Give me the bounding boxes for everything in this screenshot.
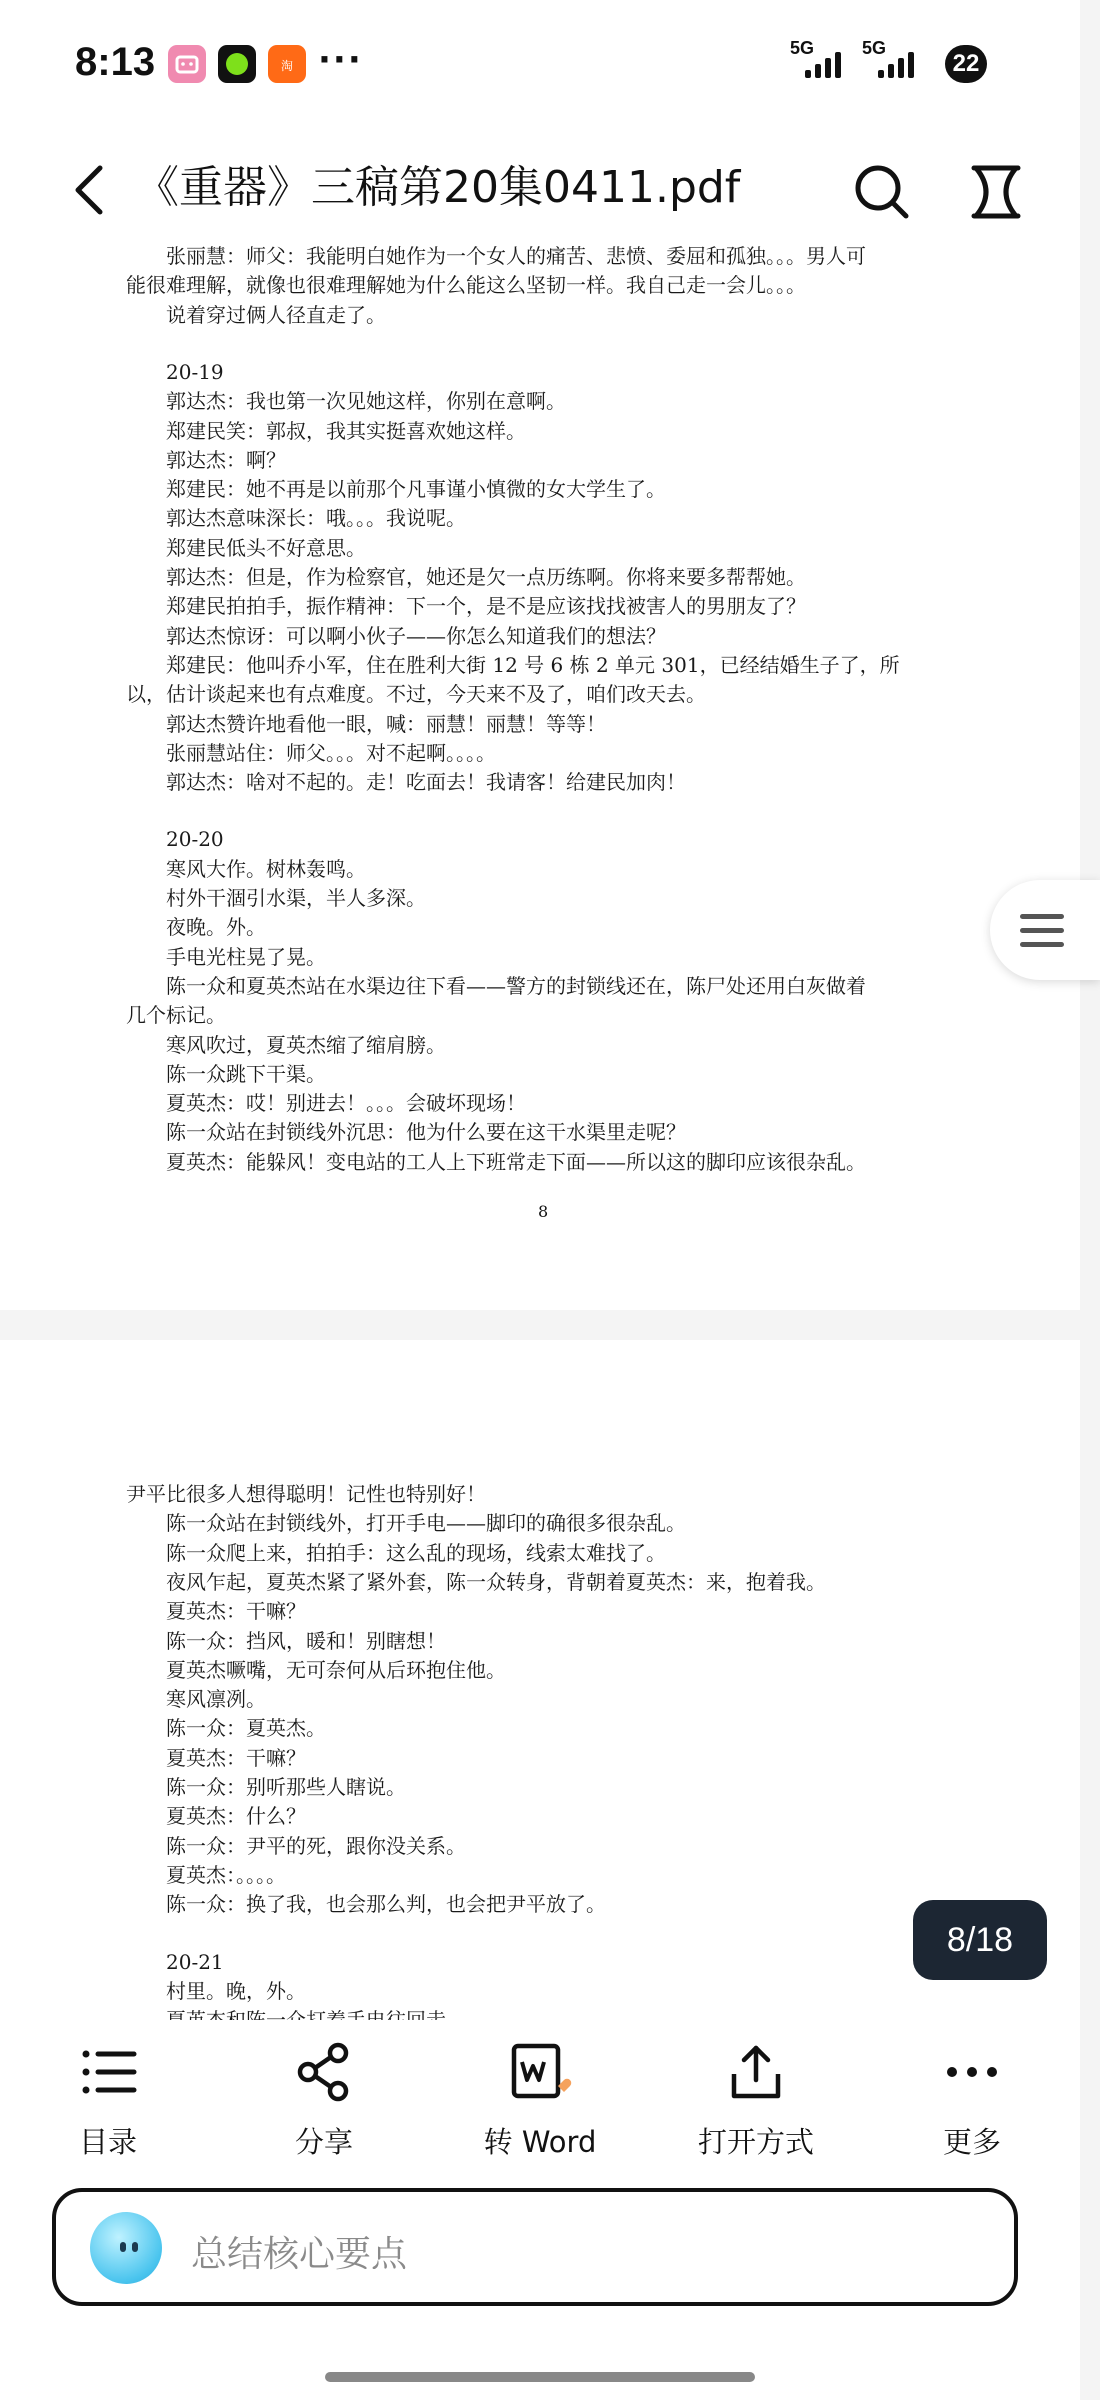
document-text-line: 夏英杰：干嘛？	[166, 1599, 306, 1624]
signal-bars-icon	[805, 52, 841, 78]
search-icon[interactable]	[850, 160, 914, 224]
document-text-line: 郭达杰赞许地看他一眼，喊：丽慧！丽慧！等等！	[166, 711, 606, 736]
document-text-line: 夏英杰：能躲风！变电站的工人上下班常走下面——所以这的脚印应该很杂乱。	[166, 1149, 866, 1174]
document-text-line: 以，估计谈起来也有点难度。不过，今天来不及了，咱们改天去。	[126, 682, 706, 707]
share-label: 分享	[294, 2125, 353, 2159]
bottom-toolbar	[0, 2020, 1080, 2400]
document-text-line: 寒风凛冽。	[166, 1687, 266, 1712]
more-label: 更多	[942, 2125, 1001, 2159]
battery-icon: 22	[945, 45, 987, 83]
document-text-line: 张丽慧站住：师父。。。对不起啊。。。。	[166, 740, 496, 765]
document-text-line: 夏英杰噘嘴，无可奈何从后环抱住他。	[166, 1657, 506, 1682]
document-text-line: 郭达杰惊讶：可以啊小伙子——你怎么知道我们的想法？	[166, 623, 666, 648]
document-text-line: 手电光柱晃了晃。	[166, 944, 326, 969]
document-text-line: 20-21	[166, 1949, 224, 1974]
document-text-line: 陈一众：夏英杰。	[166, 1716, 326, 1741]
pdf-page-8	[0, 244, 1080, 1310]
document-text-line: 郑建民：他叫乔小军，住在胜利大街 12 号 6 栋 2 单元 301，已经结婚生子了，所	[166, 652, 900, 677]
word-convert-icon	[508, 2040, 572, 2104]
back-arrow-icon[interactable]	[62, 160, 122, 220]
document-text-line: 村外干涸引水渠，半人多深。	[166, 886, 426, 910]
ai-assistant-avatar-icon	[90, 2212, 162, 2284]
status-bar	[0, 0, 1080, 130]
status-time: 8:13	[75, 40, 156, 84]
taobao-icon	[268, 45, 306, 83]
more-notifications-icon: ···	[318, 40, 363, 80]
side-menu-button[interactable]	[990, 880, 1100, 980]
document-text-line: 郭达杰意味深长：哦。。。我说呢。	[166, 506, 466, 531]
list-icon	[76, 2040, 140, 2104]
svg-text:淘: 淘	[280, 59, 294, 73]
document-text-line: 郭达杰：啊？	[166, 447, 286, 472]
open-with-label: 打开方式	[697, 2125, 814, 2159]
document-text-line: 陈一众站在封锁线外，打开手电——脚印的确很多很杂乱。	[166, 1511, 686, 1536]
open-with-icon	[724, 2040, 788, 2104]
app-header	[0, 130, 1080, 250]
document-text-line: 寒风大作。树林轰鸣。	[166, 856, 366, 881]
document-text-line: 郑建民笑：郭叔，我其实挺喜欢她这样。	[166, 418, 526, 443]
more-button[interactable]	[882, 2040, 1062, 2190]
document-text-line: 陈一众：尹平的死，跟你没关系。	[166, 1833, 466, 1858]
page-layout-icon[interactable]	[968, 160, 1024, 224]
share-button[interactable]	[234, 2040, 414, 2190]
signal-bars-icon	[878, 52, 914, 78]
document-text-line: 夏英杰：干嘛？	[166, 1745, 306, 1770]
document-text-line: 陈一众：别听那些人瞎说。	[166, 1775, 406, 1799]
convert-word-button[interactable]	[450, 2040, 630, 2190]
document-text-line: 夏英杰：什么？	[166, 1804, 306, 1829]
document-text-line: 寒风吹过，夏英杰缩了缩肩膀。	[166, 1032, 446, 1057]
document-text-line: 说着穿过俩人径直走了。	[166, 302, 386, 327]
toc-label: 目录	[78, 2125, 137, 2159]
home-indicator[interactable]	[325, 2372, 755, 2382]
document-text-line: 尹平比很多人想得聪明！记性也特别好！	[126, 1482, 486, 1506]
share-icon	[292, 2040, 356, 2104]
document-text-line: 郭达杰：但是，作为检察官，她还是欠一点历练啊。你将来要多帮帮她。	[166, 565, 806, 589]
document-text-line: 陈一众爬上来，拍拍手：这么乱的现场，线索太难找了。	[166, 1540, 666, 1565]
document-text-line: 陈一众跳下干渠。	[166, 1061, 326, 1086]
convert-word-label: 转 Word	[483, 2125, 597, 2159]
more-dots-icon	[940, 2040, 1004, 2104]
document-text-line: 村里。晚，外。	[166, 1978, 306, 2003]
document-text-line: 郑建民：她不再是以前那个凡事谨小慎微的女大学生了。	[166, 477, 666, 502]
green-dot-app-icon	[218, 45, 256, 83]
document-text-line: 陈一众和夏英杰站在水渠边往下看——警方的封锁线还在，陈尸处还用白灰做着	[166, 973, 866, 998]
document-text-line: 20-20	[166, 827, 224, 852]
document-text-line: 夏英杰：。。。。	[166, 1862, 286, 1887]
document-text-line: 郑建民拍拍手，振作精神：下一个，是不是应该找找被害人的男朋友了？	[166, 594, 806, 619]
document-text-line: 夜晚。外。	[166, 915, 266, 940]
document-text-line: 陈一众：挡风，暖和！别瞎想！	[166, 1628, 446, 1653]
signal-label-2: 5G	[862, 38, 887, 58]
page-number: 8	[538, 1202, 549, 1221]
document-text-line: 夜风乍起，夏英杰紧了紧外套，陈一众转身，背朝着夏英杰：来，抱着我。	[166, 1569, 826, 1594]
open-with-button[interactable]	[666, 2040, 846, 2190]
bilibili-icon	[168, 45, 206, 83]
toc-button[interactable]	[18, 2040, 198, 2190]
ai-summary-input[interactable]	[52, 2188, 1018, 2306]
document-text-line: 郭达杰：我也第一次见她这样，你别在意啊。	[166, 389, 566, 414]
document-text-line: 夏英杰：哎！别进去！。。。会破坏现场！	[166, 1091, 526, 1116]
ai-summary-placeholder: 总结核心要点	[191, 2234, 408, 2275]
document-text-line: 20-19	[166, 359, 224, 384]
document-text-line: 能很难理解，就像也很难理解她为什么能这么坚韧一样。我自己走一会儿。。。	[126, 273, 806, 298]
document-text-line: 陈一众站在封锁线外沉思：他为什么要在这干水渠里走呢？	[166, 1120, 686, 1145]
document-text-line: 陈一众：换了我，也会那么判，也会把尹平放了。	[166, 1892, 606, 1917]
signal-label-1: 5G	[790, 38, 815, 58]
document-text-line: 郑建民低头不好意思。	[166, 535, 366, 560]
document-text-line: 郭达杰：啥对不起的。走！吃面去！我请客！给建民加肉！	[166, 770, 686, 795]
document-title: 《重器》三稿第20集0411.pdf	[135, 162, 741, 213]
document-text-line: 几个标记。	[126, 1003, 226, 1028]
page-indicator: 8/18	[913, 1900, 1047, 1980]
document-text-line: 张丽慧：师父：我能明白她作为一个女人的痛苦、悲愤、委屈和孤独。。。男人可	[166, 244, 866, 268]
